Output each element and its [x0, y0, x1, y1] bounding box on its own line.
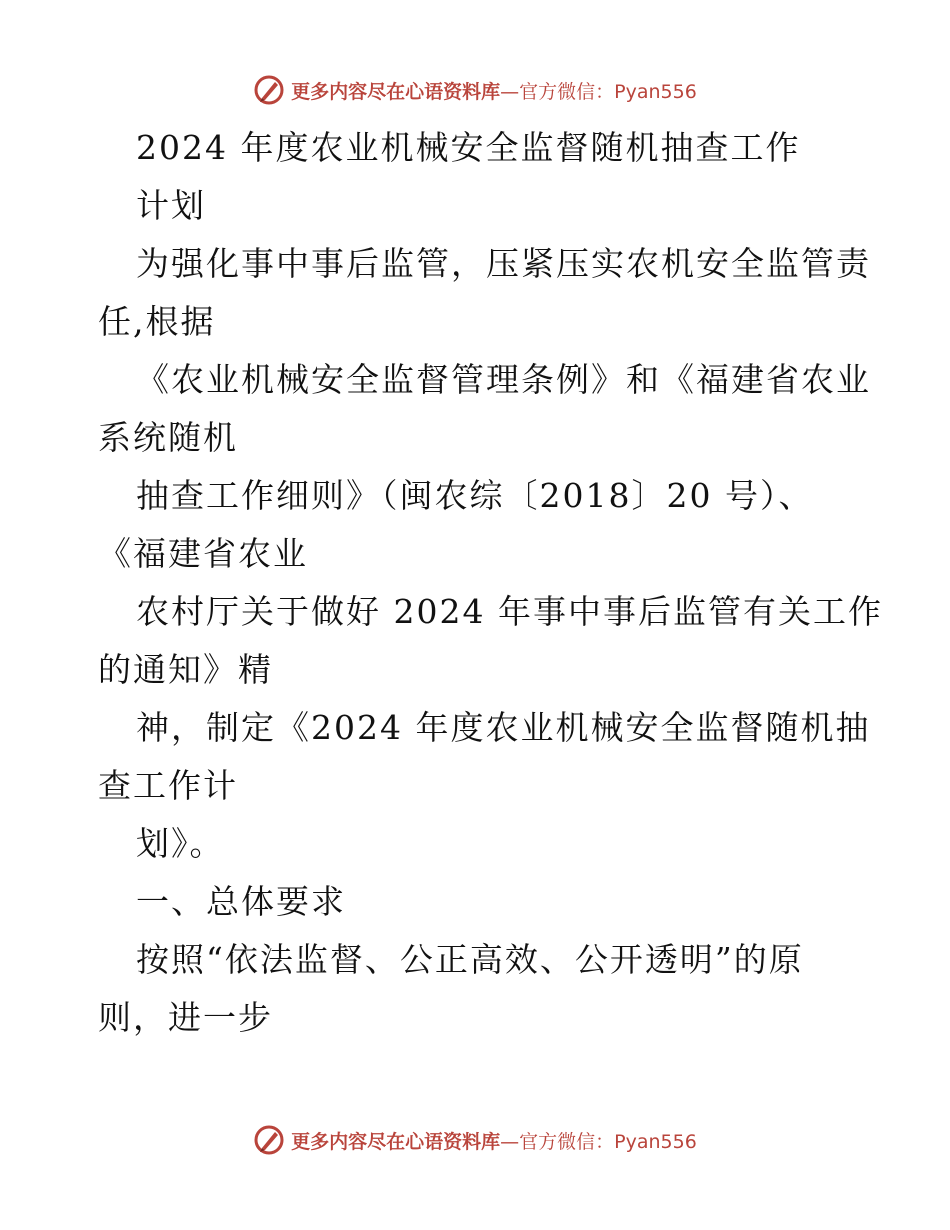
- paragraph-line: 为强化事中事后监管，压紧压实农机安全监管责: [136, 244, 871, 283]
- paragraph-line: 《福建省农业: [98, 534, 308, 573]
- paragraph-line: 按照“依法监督、公正高效、公开透明”的原: [136, 940, 804, 979]
- paragraph-line: 抽查工作细则》（闽农综〔2018〕20 号）、: [136, 476, 814, 515]
- document-title-line-2: 计划: [136, 186, 206, 225]
- watermark-main-text: 更多内容尽在心语资料库: [291, 80, 501, 103]
- watermark-main-text: 更多内容尽在心语资料库: [291, 1130, 501, 1153]
- footer-watermark: [0, 1120, 950, 1160]
- watermark-separator: —: [500, 1130, 520, 1153]
- paragraph-line: 划》。: [136, 824, 225, 863]
- header-watermark: [0, 70, 950, 110]
- paragraph-line: 神，制定《2024 年度农业机械安全监督随机抽: [136, 708, 871, 747]
- paragraph-line: 查工作计: [98, 766, 238, 805]
- paragraph-line: 《农业机械安全监督管理条例》和《福建省农业: [136, 360, 871, 399]
- paragraph-line: 的通知》精: [98, 650, 273, 689]
- paragraph-line: 任,根据: [98, 302, 216, 341]
- document-title-line-1: 2024 年度农业机械安全监督随机抽查工作: [136, 128, 801, 167]
- watermark-separator: —: [500, 80, 520, 103]
- paragraph-line: 系统随机: [98, 418, 238, 457]
- watermark-wechat-text: 官方微信：Pyan556: [519, 80, 697, 103]
- quill-pen-logo-icon: [253, 1124, 285, 1156]
- paragraph-line: 则，进一步: [98, 998, 273, 1037]
- paragraph-line: 农村厅关于做好 2024 年事中事后监管有关工作: [136, 592, 883, 631]
- watermark-wechat-text: 官方微信：Pyan556: [519, 1130, 697, 1153]
- section-heading: 一、总体要求: [136, 882, 346, 921]
- quill-pen-logo-icon: [253, 74, 285, 106]
